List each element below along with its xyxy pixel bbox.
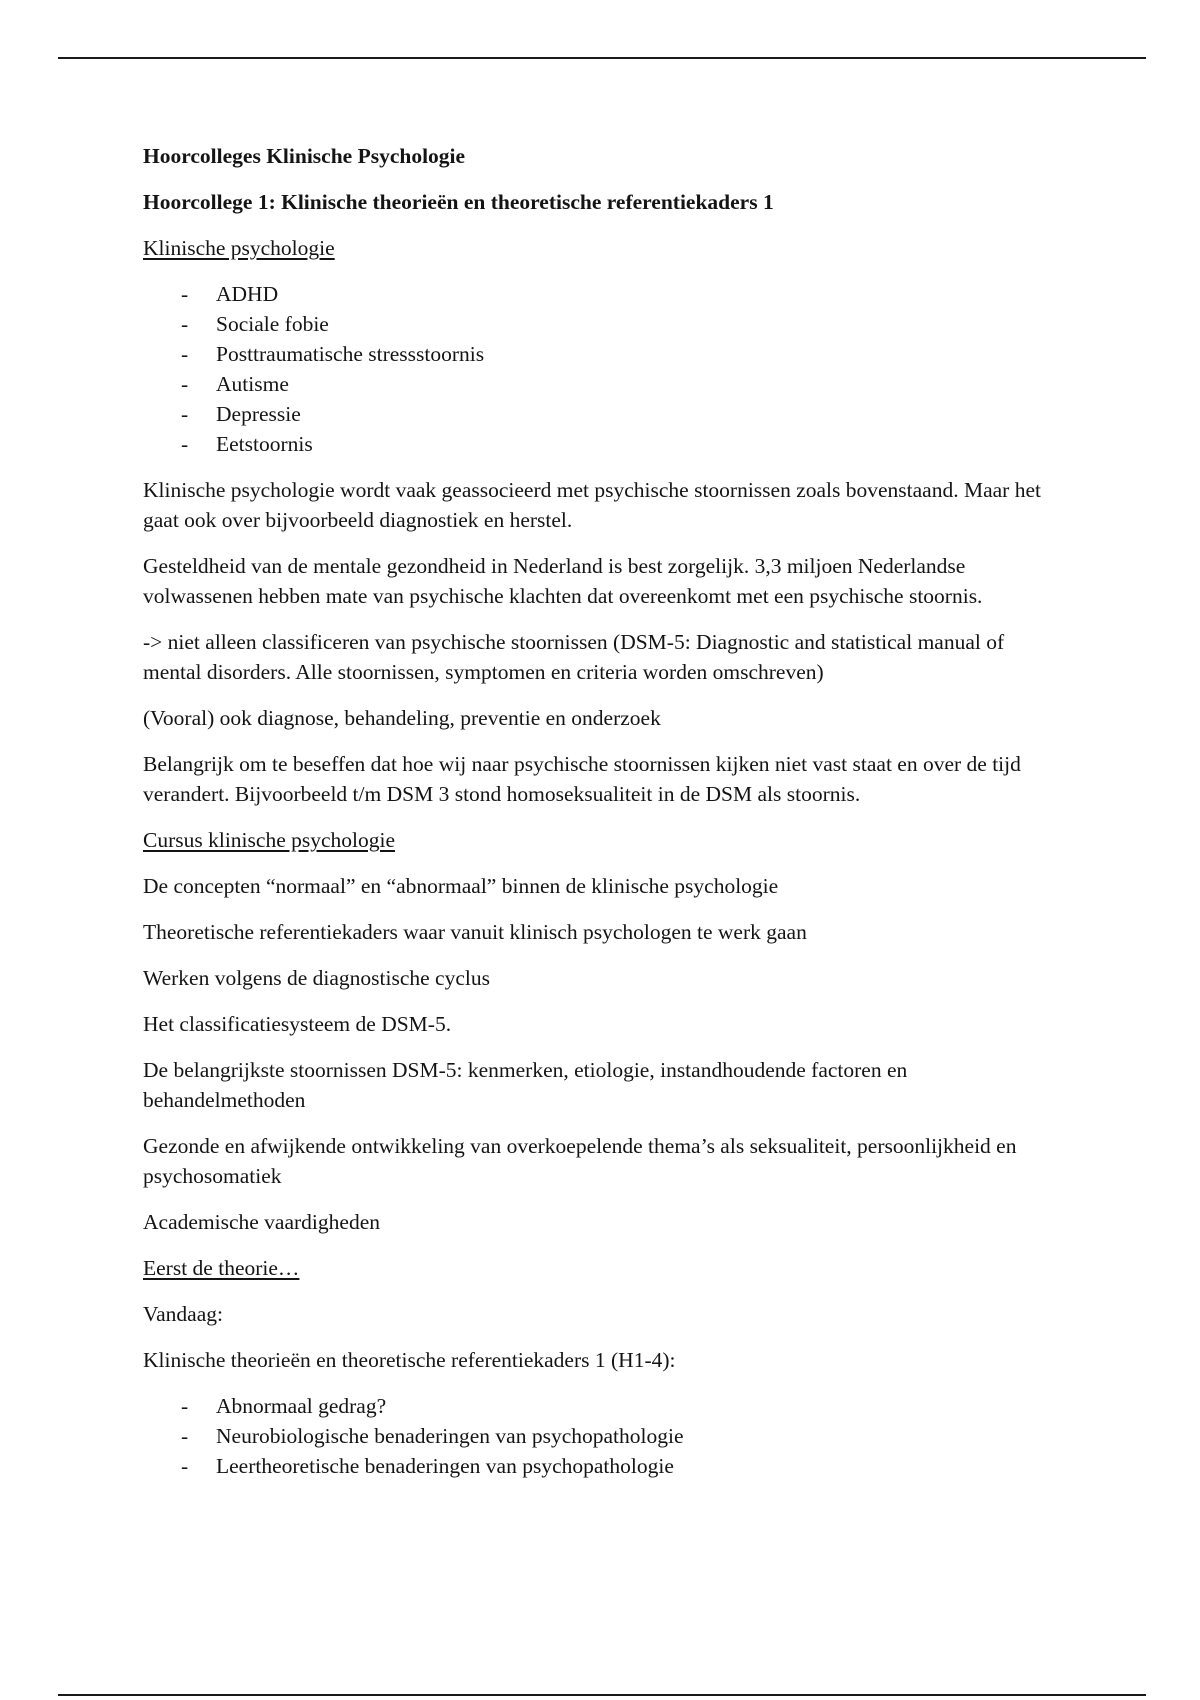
- top-rule: [58, 57, 1146, 59]
- paragraph: Het classificatiesysteem de DSM-5.: [143, 1012, 452, 1036]
- paragraph: Klinische theorieën en theoretische referentiekaders 1 (H1-4):: [143, 1348, 676, 1372]
- topic-list: [143, 1391, 1043, 1481]
- paragraph: De belangrijkste stoornissen DSM-5: kenmerken, etiologie, instandhoudende factoren en behandelmethoden: [143, 1058, 908, 1112]
- bottom-rule: [58, 1694, 1146, 1696]
- list-item: - Eetstoornis: [181, 432, 313, 456]
- paragraph: De concepten “normaal” en “abnormaal” binnen de klinische psychologie: [143, 874, 779, 898]
- section-heading-theorie: Eerst de theorie…: [143, 1256, 300, 1280]
- paragraph: Klinische psychologie wordt vaak geassocieerd met psychische stoornissen zoals bovenstaand. Maar het gaat ook over bijvoorbeeld diagnostiek en herstel.: [143, 478, 1041, 532]
- paragraph: Theoretische referentiekaders waar vanuit klinisch psychologen te werk gaan: [143, 920, 807, 944]
- list-item: - Sociale fobie: [181, 312, 329, 336]
- list-item: - Posttraumatische stressstoornis: [181, 342, 485, 366]
- list-item: - Neurobiologische benaderingen van psychopathologie: [181, 1424, 684, 1448]
- section-heading-klinische-psychologie: Klinische psychologie: [143, 236, 335, 260]
- list-item: - ADHD: [181, 282, 279, 306]
- document-title: Hoorcolleges Klinische Psychologie: [143, 144, 466, 168]
- paragraph: (Vooral) ook diagnose, behandeling, preventie en onderzoek: [143, 706, 661, 730]
- paragraph: Vandaag:: [143, 1302, 223, 1326]
- list-item: - Depressie: [181, 402, 301, 426]
- list-item: - Autisme: [181, 372, 289, 396]
- document-body: [143, 141, 1043, 1497]
- disorder-list: [143, 279, 1043, 459]
- paragraph: -> niet alleen classificeren van psychische stoornissen (DSM-5: Diagnostic and statistical manual of mental disorders. Alle stoornissen, symptomen en criteria worden omschreven): [143, 630, 1005, 684]
- list-item: - Abnormaal gedrag?: [181, 1394, 387, 1418]
- paragraph: Gezonde en afwijkende ontwikkeling van overkoepelende thema’s als seksualiteit, persoonlijkheid en psychosomatiek: [143, 1134, 1017, 1188]
- paragraph: Academische vaardigheden: [143, 1210, 380, 1234]
- paragraph: Werken volgens de diagnostische cyclus: [143, 966, 490, 990]
- paragraph: Gesteldheid van de mentale gezondheid in Nederland is best zorgelijk. 3,3 miljoen Nederlandse volwassenen hebben mate van psychische klachten dat overeenkomt met een psychische stoornis.: [143, 554, 983, 608]
- paragraph: Belangrijk om te beseffen dat hoe wij naar psychische stoornissen kijken niet vast staat en over de tijd verandert. Bijvoorbeeld t/m DSM 3 stond homoseksualiteit in de DSM als stoornis.: [143, 752, 1021, 806]
- list-item: - Leertheoretische benaderingen van psychopathologie: [181, 1454, 674, 1478]
- section-heading-cursus: Cursus klinische psychologie: [143, 828, 396, 852]
- lecture-heading: Hoorcollege 1: Klinische theorieën en theoretische referentiekaders 1: [143, 190, 774, 214]
